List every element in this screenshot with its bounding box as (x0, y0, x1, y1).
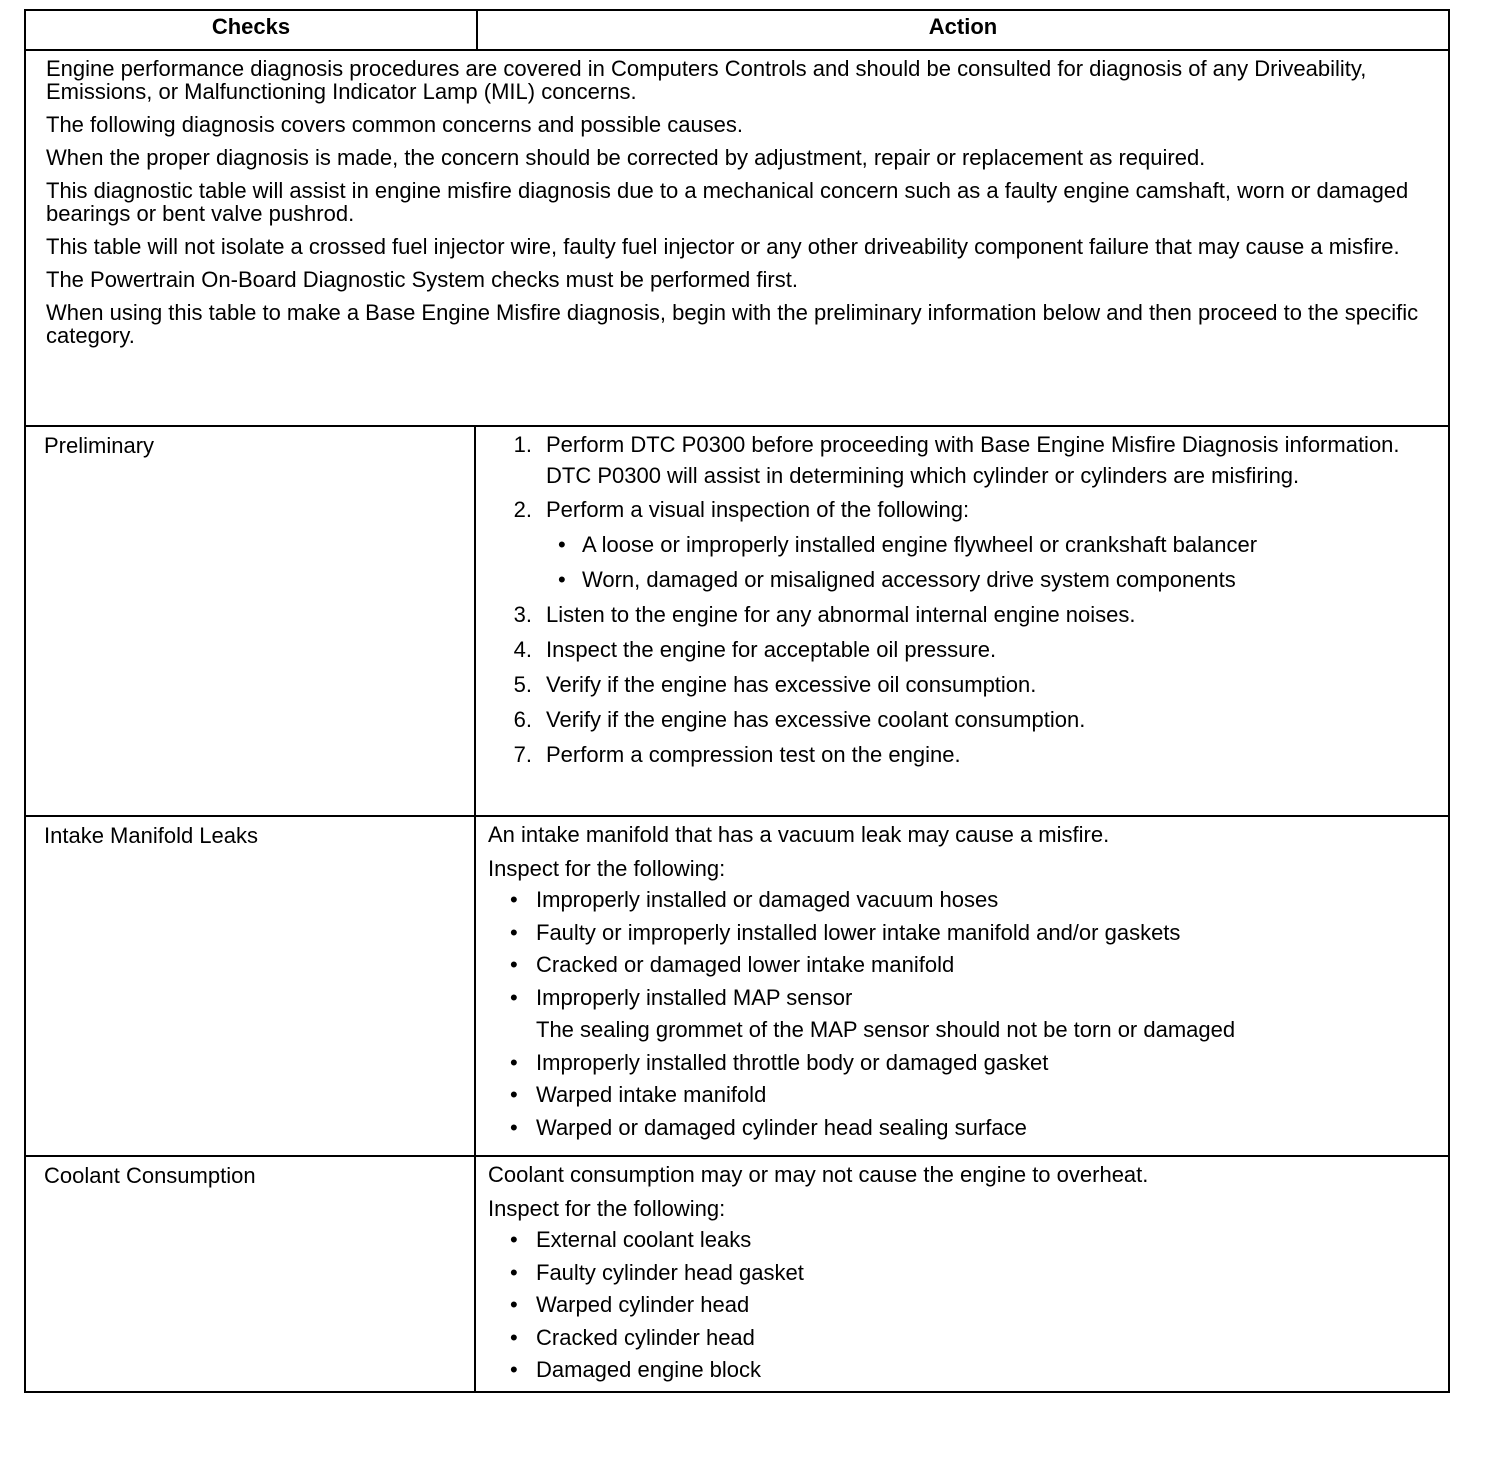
bullet-note: The sealing grommet of the MAP sensor should not be torn or damaged (536, 1017, 1236, 1042)
intro-paragraph: This diagnostic table will assist in engine misfire diagnosis due to a mechanical concern such as a faulty engine camshaft, worn or damaged bearings or bent valve pushrod. (46, 178, 1409, 226)
step-text: Perform a visual inspection of the following: (546, 497, 970, 522)
table-row-intake (26, 817, 1448, 1157)
action-coolant (476, 1157, 1448, 1391)
bullet-icon: • (510, 887, 518, 912)
list-item (488, 986, 1440, 1010)
bullet-icon: • (510, 1049, 518, 1075)
list-item (488, 1051, 1440, 1075)
step-number: 6. (513, 707, 532, 732)
step-text: Verify if the engine has excessive coolant consumption. (546, 707, 1086, 732)
bullet-icon: • (510, 1082, 518, 1107)
action-intake (476, 817, 1448, 1155)
list-item (488, 1116, 1440, 1140)
list-item (488, 433, 1440, 457)
bullet-icon: • (510, 1227, 518, 1252)
bullet-text: A loose or improperly installed engine flywheel or crankshaft balancer (582, 532, 1258, 557)
list-item (488, 533, 1440, 557)
step-number: 3. (513, 602, 532, 627)
bullet-text: Cracked cylinder head (536, 1324, 755, 1350)
list-item (488, 921, 1440, 945)
table-row-coolant (26, 1157, 1448, 1391)
list-item (488, 708, 1440, 732)
list-item (488, 1293, 1440, 1317)
intro-paragraph: Engine performance diagnosis procedures are covered in Computers Controls and should be consulted for diagnosis of any Driveability, Emissions, or Malfunctioning Indicator Lamp (MIL) concerns. (46, 56, 1367, 104)
step-text: Inspect the engine for acceptable oil pressure. (546, 637, 997, 662)
list-item (488, 888, 1440, 912)
bullet-icon: • (510, 1324, 518, 1350)
bullet-icon: • (510, 1292, 518, 1317)
bullet-text: Worn, damaged or misaligned accessory drive system components (582, 567, 1236, 592)
intro-section (26, 51, 1448, 427)
check-coolant: Coolant Consumption (26, 1157, 476, 1391)
bullet-icon: • (510, 952, 518, 977)
list-item (488, 743, 1440, 767)
inspect-label: Inspect for the following: (488, 1196, 726, 1221)
table-row-preliminary (26, 427, 1448, 817)
bullet-text: Damaged engine block (536, 1357, 762, 1382)
step-text: Perform a compression test on the engine. (546, 742, 961, 767)
action-lead: An intake manifold that has a vacuum leak may cause a misfire. (488, 822, 1110, 847)
bullet-text: Improperly installed or damaged vacuum hoses (536, 887, 999, 912)
bullet-text: Warped cylinder head (536, 1292, 750, 1317)
list-item (488, 1083, 1440, 1107)
step-number: 5. (513, 672, 532, 697)
bullet-icon: • (510, 1357, 518, 1382)
step-number: 1. (513, 432, 532, 457)
bullet-icon: • (510, 1114, 518, 1140)
list-item (488, 1358, 1440, 1382)
list-item (488, 498, 1440, 522)
check-preliminary: Preliminary (26, 427, 476, 815)
list-item (488, 1261, 1440, 1285)
list-item (488, 1228, 1440, 1252)
intro-paragraph: The following diagnosis covers common concerns and possible causes. (46, 112, 744, 137)
bullet-text: Faulty or improperly installed lower intake manifold and/or gaskets (536, 919, 1181, 945)
bullet-icon: • (510, 984, 518, 1010)
list-item (488, 568, 1440, 592)
list-item (488, 673, 1440, 697)
bullet-text: Cracked or damaged lower intake manifold (536, 952, 955, 977)
step-text: Verify if the engine has excessive oil consumption. (546, 672, 1037, 697)
bullet-text: Improperly installed throttle body or damaged gasket (536, 1049, 1049, 1075)
intro-paragraph: When the proper diagnosis is made, the concern should be corrected by adjustment, repair or replacement as required. (46, 145, 1206, 170)
list-item (488, 603, 1440, 627)
intro-paragraph: When using this table to make a Base Engine Misfire diagnosis, begin with the preliminary information below and then proceed to the specific category. (46, 300, 1419, 348)
bullet-text: Warped or damaged cylinder head sealing surface (536, 1114, 1027, 1140)
list-item (488, 953, 1440, 977)
inspect-label: Inspect for the following: (488, 856, 726, 881)
bullet-icon: • (558, 567, 566, 592)
bullet-text: External coolant leaks (536, 1227, 752, 1252)
header-checks: Checks (26, 11, 478, 49)
list-item (488, 638, 1440, 662)
list-item (488, 1326, 1440, 1350)
step-number: 7. (513, 742, 532, 767)
step-text: Listen to the engine for any abnormal internal engine noises. (546, 602, 1136, 627)
table-header (26, 11, 1448, 51)
header-action: Action (928, 14, 998, 39)
bullet-text: Improperly installed MAP sensor (536, 984, 853, 1010)
step-number: 4. (513, 637, 532, 662)
bullet-text: Faulty cylinder head gasket (536, 1259, 804, 1285)
diagnostic-table (24, 9, 1450, 1393)
intro-paragraph: The Powertrain On-Board Diagnostic System checks must be performed first. (46, 267, 798, 292)
action-preliminary (476, 427, 1448, 815)
step-note: DTC P0300 will assist in determining which cylinder or cylinders are misfiring. (546, 463, 1300, 488)
step-text: Perform DTC P0300 before proceeding with Base Engine Misfire Diagnosis information. (546, 432, 1400, 457)
bullet-icon: • (510, 1259, 518, 1285)
step-number: 2. (513, 497, 532, 522)
action-lead: Coolant consumption may or may not cause the engine to overheat. (488, 1162, 1149, 1187)
intro-paragraph: This table will not isolate a crossed fuel injector wire, faulty fuel injector or any other driveability component failure that may cause a misfire. (46, 234, 1400, 259)
bullet-icon: • (558, 532, 566, 557)
check-intake: Intake Manifold Leaks (26, 817, 476, 1155)
bullet-icon: • (510, 919, 518, 945)
bullet-text: Warped intake manifold (536, 1082, 767, 1107)
